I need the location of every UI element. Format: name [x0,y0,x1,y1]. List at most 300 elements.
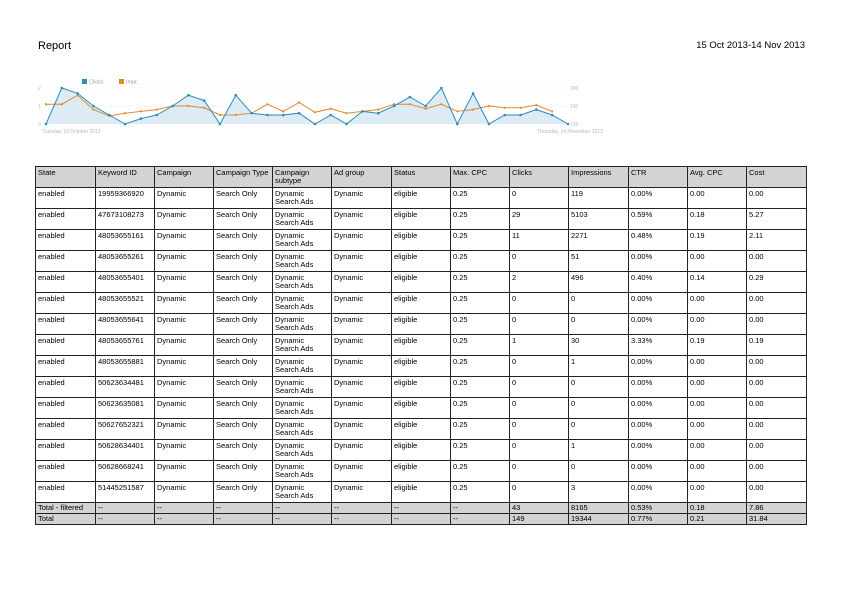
cell-cost: 0.00 [747,377,807,398]
cell-max-cpc: 0.25 [451,398,510,419]
cell-campaign-type: Search Only [214,272,273,293]
cell-state: enabled [36,461,96,482]
cell-keyword-id: 48053655881 [96,356,155,377]
cell-impressions: 0 [569,419,629,440]
cell-ad-group: Dynamic [332,482,392,503]
clicks-point [329,114,332,117]
cell-campaign-type: Search Only [214,209,273,230]
cell-cost: 0.00 [747,356,807,377]
table-row [36,335,807,356]
cell-status: eligible [392,272,451,293]
cell-campaign: Dynamic [155,209,214,230]
column-header-impressions: Impressions [569,167,629,188]
clicks-point [567,123,570,126]
cell-keyword-id: 48053655521 [96,293,155,314]
cell-keyword-id: 48053655161 [96,230,155,251]
cell-ad-group: Dynamic [332,209,392,230]
cell-state: enabled [36,272,96,293]
cell-keyword-id: 50628634401 [96,440,155,461]
cell-cost: 0.00 [747,314,807,335]
cell-campaign-type: Search Only [214,440,273,461]
cell-status: eligible [392,398,451,419]
legend-label-clicks: Clicks [89,79,104,86]
cell-state: enabled [36,419,96,440]
cell-campaign-type: Search Only [214,482,273,503]
cell-campaign-type: Search Only [214,230,273,251]
clicks-point [298,112,301,115]
clicks-point [76,92,79,95]
impressions-point [551,110,553,112]
cell-ctr: 0.00% [629,356,688,377]
clicks-point [45,123,48,126]
clicks-point [155,114,158,117]
cell-ctr: 0.48% [629,230,688,251]
clicks-point [551,114,554,117]
cell-keyword-id: 50623634481 [96,377,155,398]
cell-clicks: 0 [510,440,569,461]
table-row [36,293,807,314]
cell-campaign: Dynamic [155,314,214,335]
table-row [36,272,807,293]
header-row [36,167,807,188]
column-header-status: Status [392,167,451,188]
cell-keyword-id: 51445251587 [96,482,155,503]
table-row [36,482,807,503]
cell-ad-group: Dynamic [332,419,392,440]
cell-keyword-id: 48053655401 [96,272,155,293]
impressions-point [156,109,158,111]
impressions-point [61,103,63,105]
impressions-point [377,109,379,111]
clicks-point [266,114,269,117]
cell-keyword-id: 50627652321 [96,419,155,440]
cell-state: enabled [36,230,96,251]
cell-status: eligible [392,251,451,272]
cell-max-cpc: 0.25 [451,419,510,440]
cell-clicks: 0 [510,356,569,377]
cell-state: enabled [36,482,96,503]
total-clicks: 149 [510,514,569,525]
left-axis-tick: 0 [38,122,41,128]
cell-campaign-subtype: Dynamic Search Ads [273,356,332,377]
table-row [36,377,807,398]
cell-cost: 0.00 [747,293,807,314]
impressions-point [519,107,521,109]
cell-clicks: 0 [510,377,569,398]
impressions-point [425,108,427,110]
cell-cost: 0.00 [747,440,807,461]
report-title: Report [38,40,72,52]
cell-campaign: Dynamic [155,335,214,356]
cell-campaign: Dynamic [155,440,214,461]
cell-status: eligible [392,419,451,440]
performance-chart [38,76,608,136]
cell-avg-cpc: 0.00 [688,419,747,440]
total-ad-group: -- [332,514,392,525]
cell-impressions: 30 [569,335,629,356]
cell-ctr: 0.00% [629,440,688,461]
total-avg-cpc: 0.18 [688,503,747,514]
cell-ad-group: Dynamic [332,251,392,272]
total-campaign: -- [155,503,214,514]
date-range: 15 Oct 2013-14 Nov 2013 [696,40,805,51]
clicks-point [456,123,459,126]
cell-campaign-subtype: Dynamic Search Ads [273,314,332,335]
clicks-point [409,96,412,99]
total-cost: 31.84 [747,514,807,525]
impressions-point [409,103,411,105]
cell-campaign: Dynamic [155,419,214,440]
total-campaign-type: -- [214,503,273,514]
table-row [36,188,807,209]
total-max-cpc: -- [451,514,510,525]
cell-impressions: 0 [569,293,629,314]
impressions-point [488,105,490,107]
cell-ad-group: Dynamic [332,377,392,398]
cell-ad-group: Dynamic [332,440,392,461]
cell-clicks: 0 [510,188,569,209]
total-campaign-type: -- [214,514,273,525]
clicks-point [203,99,206,102]
cell-campaign-subtype: Dynamic Search Ads [273,482,332,503]
cell-max-cpc: 0.25 [451,377,510,398]
cell-ad-group: Dynamic [332,272,392,293]
cell-avg-cpc: 0.00 [688,482,747,503]
cell-campaign-type: Search Only [214,251,273,272]
cell-max-cpc: 0.25 [451,293,510,314]
cell-avg-cpc: 0.14 [688,272,747,293]
cell-ctr: 3.33% [629,335,688,356]
clicks-point [92,105,95,108]
cell-avg-cpc: 0.00 [688,314,747,335]
cell-ctr: 0.00% [629,482,688,503]
cell-status: eligible [392,209,451,230]
column-header-cost: Cost [747,167,807,188]
cell-state: enabled [36,335,96,356]
cell-campaign: Dynamic [155,251,214,272]
total-keyword-id: -- [96,503,155,514]
column-header-campaign-type: Campaign Type [214,167,273,188]
cell-ctr: 0.00% [629,419,688,440]
cell-ctr: 0.00% [629,398,688,419]
total-state: Total [36,514,96,525]
cell-cost: 0.00 [747,251,807,272]
impressions-point [187,105,189,107]
cell-campaign-type: Search Only [214,356,273,377]
clicks-point [61,87,64,90]
clicks-point [108,114,111,117]
cell-campaign-type: Search Only [214,314,273,335]
cell-ad-group: Dynamic [332,293,392,314]
cell-campaign-type: Search Only [214,335,273,356]
cell-clicks: 0 [510,398,569,419]
cell-clicks: 2 [510,272,569,293]
cell-keyword-id: 47673108273 [96,209,155,230]
legend-swatch-impr [119,79,124,84]
cell-max-cpc: 0.25 [451,356,510,377]
cell-campaign-subtype: Dynamic Search Ads [273,209,332,230]
cell-cost: 0.00 [747,188,807,209]
cell-impressions: 0 [569,461,629,482]
clicks-point [519,114,522,117]
cell-ad-group: Dynamic [332,356,392,377]
cell-clicks: 1 [510,335,569,356]
total-cost: 7.86 [747,503,807,514]
impressions-point [535,104,537,106]
cell-avg-cpc: 0.00 [688,398,747,419]
cell-status: eligible [392,335,451,356]
total-impressions: 8165 [569,503,629,514]
cell-impressions: 2271 [569,230,629,251]
cell-state: enabled [36,377,96,398]
cell-impressions: 3 [569,482,629,503]
total-avg-cpc: 0.21 [688,514,747,525]
cell-state: enabled [36,293,96,314]
cell-clicks: 29 [510,209,569,230]
cell-state: enabled [36,209,96,230]
impressions-point [456,110,458,112]
total-keyword-id: -- [96,514,155,525]
cell-max-cpc: 0.25 [451,209,510,230]
column-header-keyword-id: Keyword ID [96,167,155,188]
cell-keyword-id: 48053655761 [96,335,155,356]
cell-max-cpc: 0.25 [451,314,510,335]
cell-cost: 0.00 [747,482,807,503]
cell-max-cpc: 0.25 [451,335,510,356]
cell-ctr: 0.00% [629,293,688,314]
cell-avg-cpc: 0.00 [688,440,747,461]
column-header-max-cpc: Max. CPC [451,167,510,188]
clicks-point [503,114,506,117]
cell-campaign-subtype: Dynamic Search Ads [273,377,332,398]
cell-avg-cpc: 0.18 [688,209,747,230]
cell-status: eligible [392,440,451,461]
cell-campaign: Dynamic [155,461,214,482]
left-axis-tick: 2 [38,86,41,92]
cell-campaign-type: Search Only [214,461,273,482]
cell-campaign: Dynamic [155,377,214,398]
x-axis-label-start: Tuesday, 15 October 2013 [42,129,101,135]
cell-status: eligible [392,230,451,251]
cell-status: eligible [392,482,451,503]
clicks-point [377,112,380,115]
total-clicks: 43 [510,503,569,514]
legend-label-impr: Impr. [126,79,139,86]
cell-avg-cpc: 0.00 [688,377,747,398]
cell-status: eligible [392,314,451,335]
cell-campaign-subtype: Dynamic Search Ads [273,440,332,461]
cell-impressions: 1 [569,440,629,461]
cell-impressions: 0 [569,377,629,398]
cell-ad-group: Dynamic [332,335,392,356]
table-row [36,398,807,419]
table-row [36,461,807,482]
cell-status: eligible [392,188,451,209]
cell-status: eligible [392,356,451,377]
total-row [36,514,807,525]
cell-ctr: 0.00% [629,188,688,209]
cell-avg-cpc: 0.00 [688,251,747,272]
cell-campaign: Dynamic [155,230,214,251]
cell-avg-cpc: 0.19 [688,335,747,356]
cell-campaign: Dynamic [155,482,214,503]
cell-campaign-subtype: Dynamic Search Ads [273,188,332,209]
cell-cost: 2.11 [747,230,807,251]
cell-campaign-subtype: Dynamic Search Ads [273,419,332,440]
cell-impressions: 496 [569,272,629,293]
column-header-clicks: Clicks [510,167,569,188]
cell-impressions: 0 [569,314,629,335]
column-header-ad-group: Ad group [332,167,392,188]
right-axis-tick: 200 [570,86,579,92]
cell-impressions: 5103 [569,209,629,230]
clicks-point [171,105,174,108]
cell-campaign-subtype: Dynamic Search Ads [273,461,332,482]
cell-impressions: 0 [569,398,629,419]
cell-campaign: Dynamic [155,272,214,293]
impressions-point [330,108,332,110]
cell-campaign-subtype: Dynamic Search Ads [273,293,332,314]
impressions-point [92,109,94,111]
table-row [36,230,807,251]
cell-status: eligible [392,293,451,314]
total-campaign-subtype: -- [273,514,332,525]
impressions-point [298,101,300,103]
clicks-point [488,123,491,126]
cell-avg-cpc: 0.00 [688,461,747,482]
clicks-point [424,105,427,108]
cell-avg-cpc: 0.00 [688,188,747,209]
total-max-cpc: -- [451,503,510,514]
table-row [36,209,807,230]
clicks-point [393,105,396,108]
cell-state: enabled [36,188,96,209]
clicks-point [535,108,538,111]
impressions-point [140,110,142,112]
cell-clicks: 0 [510,251,569,272]
cell-campaign-subtype: Dynamic Search Ads [273,398,332,419]
clicks-point [282,114,285,117]
cell-clicks: 11 [510,230,569,251]
x-axis-label-end: Thursday, 14 November 2013 [537,129,603,135]
cell-max-cpc: 0.25 [451,230,510,251]
total-ctr: 0.53% [629,503,688,514]
cell-ad-group: Dynamic [332,188,392,209]
cell-keyword-id: 50623635081 [96,398,155,419]
clicks-point [345,123,348,126]
cell-campaign: Dynamic [155,293,214,314]
cell-clicks: 0 [510,419,569,440]
cell-max-cpc: 0.25 [451,188,510,209]
cell-avg-cpc: 0.19 [688,230,747,251]
total-ctr: 0.77% [629,514,688,525]
impressions-point [345,112,347,114]
cell-avg-cpc: 0.00 [688,356,747,377]
cell-ad-group: Dynamic [332,230,392,251]
legend-swatch-clicks [82,79,87,84]
table-row [36,251,807,272]
total-status: -- [392,514,451,525]
clicks-point [124,123,127,126]
left-axis-tick: 1 [38,104,41,110]
cell-cost: 0.00 [747,398,807,419]
cell-state: enabled [36,398,96,419]
clicks-point [250,112,253,115]
cell-ctr: 0.00% [629,251,688,272]
impressions-point [314,111,316,113]
cell-max-cpc: 0.25 [451,440,510,461]
cell-campaign-subtype: Dynamic Search Ads [273,251,332,272]
cell-campaign-type: Search Only [214,419,273,440]
impressions-point [440,103,442,105]
cell-max-cpc: 0.25 [451,461,510,482]
impressions-point [504,107,506,109]
cell-status: eligible [392,377,451,398]
cell-cost: 0.00 [747,419,807,440]
column-header-campaign-subtype: Campaign subtype [273,167,332,188]
table-row [36,356,807,377]
cell-ctr: 0.40% [629,272,688,293]
impressions-point [124,112,126,114]
total-campaign-subtype: -- [273,503,332,514]
cell-keyword-id: 48053655641 [96,314,155,335]
cell-state: enabled [36,356,96,377]
cell-keyword-id: 48053655261 [96,251,155,272]
table-row [36,419,807,440]
cell-clicks: 0 [510,482,569,503]
cell-state: enabled [36,440,96,461]
total-status: -- [392,503,451,514]
cell-cost: 5.27 [747,209,807,230]
cell-campaign-type: Search Only [214,188,273,209]
cell-avg-cpc: 0.00 [688,293,747,314]
total-impressions: 19344 [569,514,629,525]
cell-clicks: 0 [510,461,569,482]
clicks-point [219,123,222,126]
impressions-point [203,107,205,109]
cell-max-cpc: 0.25 [451,251,510,272]
cell-campaign-subtype: Dynamic Search Ads [273,335,332,356]
impressions-point [266,103,268,105]
cell-cost: 0.00 [747,461,807,482]
cell-ad-group: Dynamic [332,461,392,482]
cell-campaign-subtype: Dynamic Search Ads [273,230,332,251]
cell-state: enabled [36,251,96,272]
cell-campaign: Dynamic [155,356,214,377]
clicks-point [314,123,317,126]
cell-campaign-type: Search Only [214,398,273,419]
cell-campaign-subtype: Dynamic Search Ads [273,272,332,293]
impressions-point [472,109,474,111]
cell-max-cpc: 0.25 [451,272,510,293]
cell-campaign: Dynamic [155,398,214,419]
cell-cost: 0.29 [747,272,807,293]
cell-keyword-id: 50628668241 [96,461,155,482]
total-filtered-row [36,503,807,514]
cell-status: eligible [392,461,451,482]
column-header-avg-cpc: Avg. CPC [688,167,747,188]
cell-impressions: 119 [569,188,629,209]
impressions-point [235,114,237,116]
cell-impressions: 1 [569,356,629,377]
cell-cost: 0.19 [747,335,807,356]
clicks-point [187,94,190,97]
cell-ctr: 0.59% [629,209,688,230]
impressions-point [282,110,284,112]
clicks-point [140,117,143,120]
cell-campaign: Dynamic [155,188,214,209]
cell-clicks: 0 [510,314,569,335]
